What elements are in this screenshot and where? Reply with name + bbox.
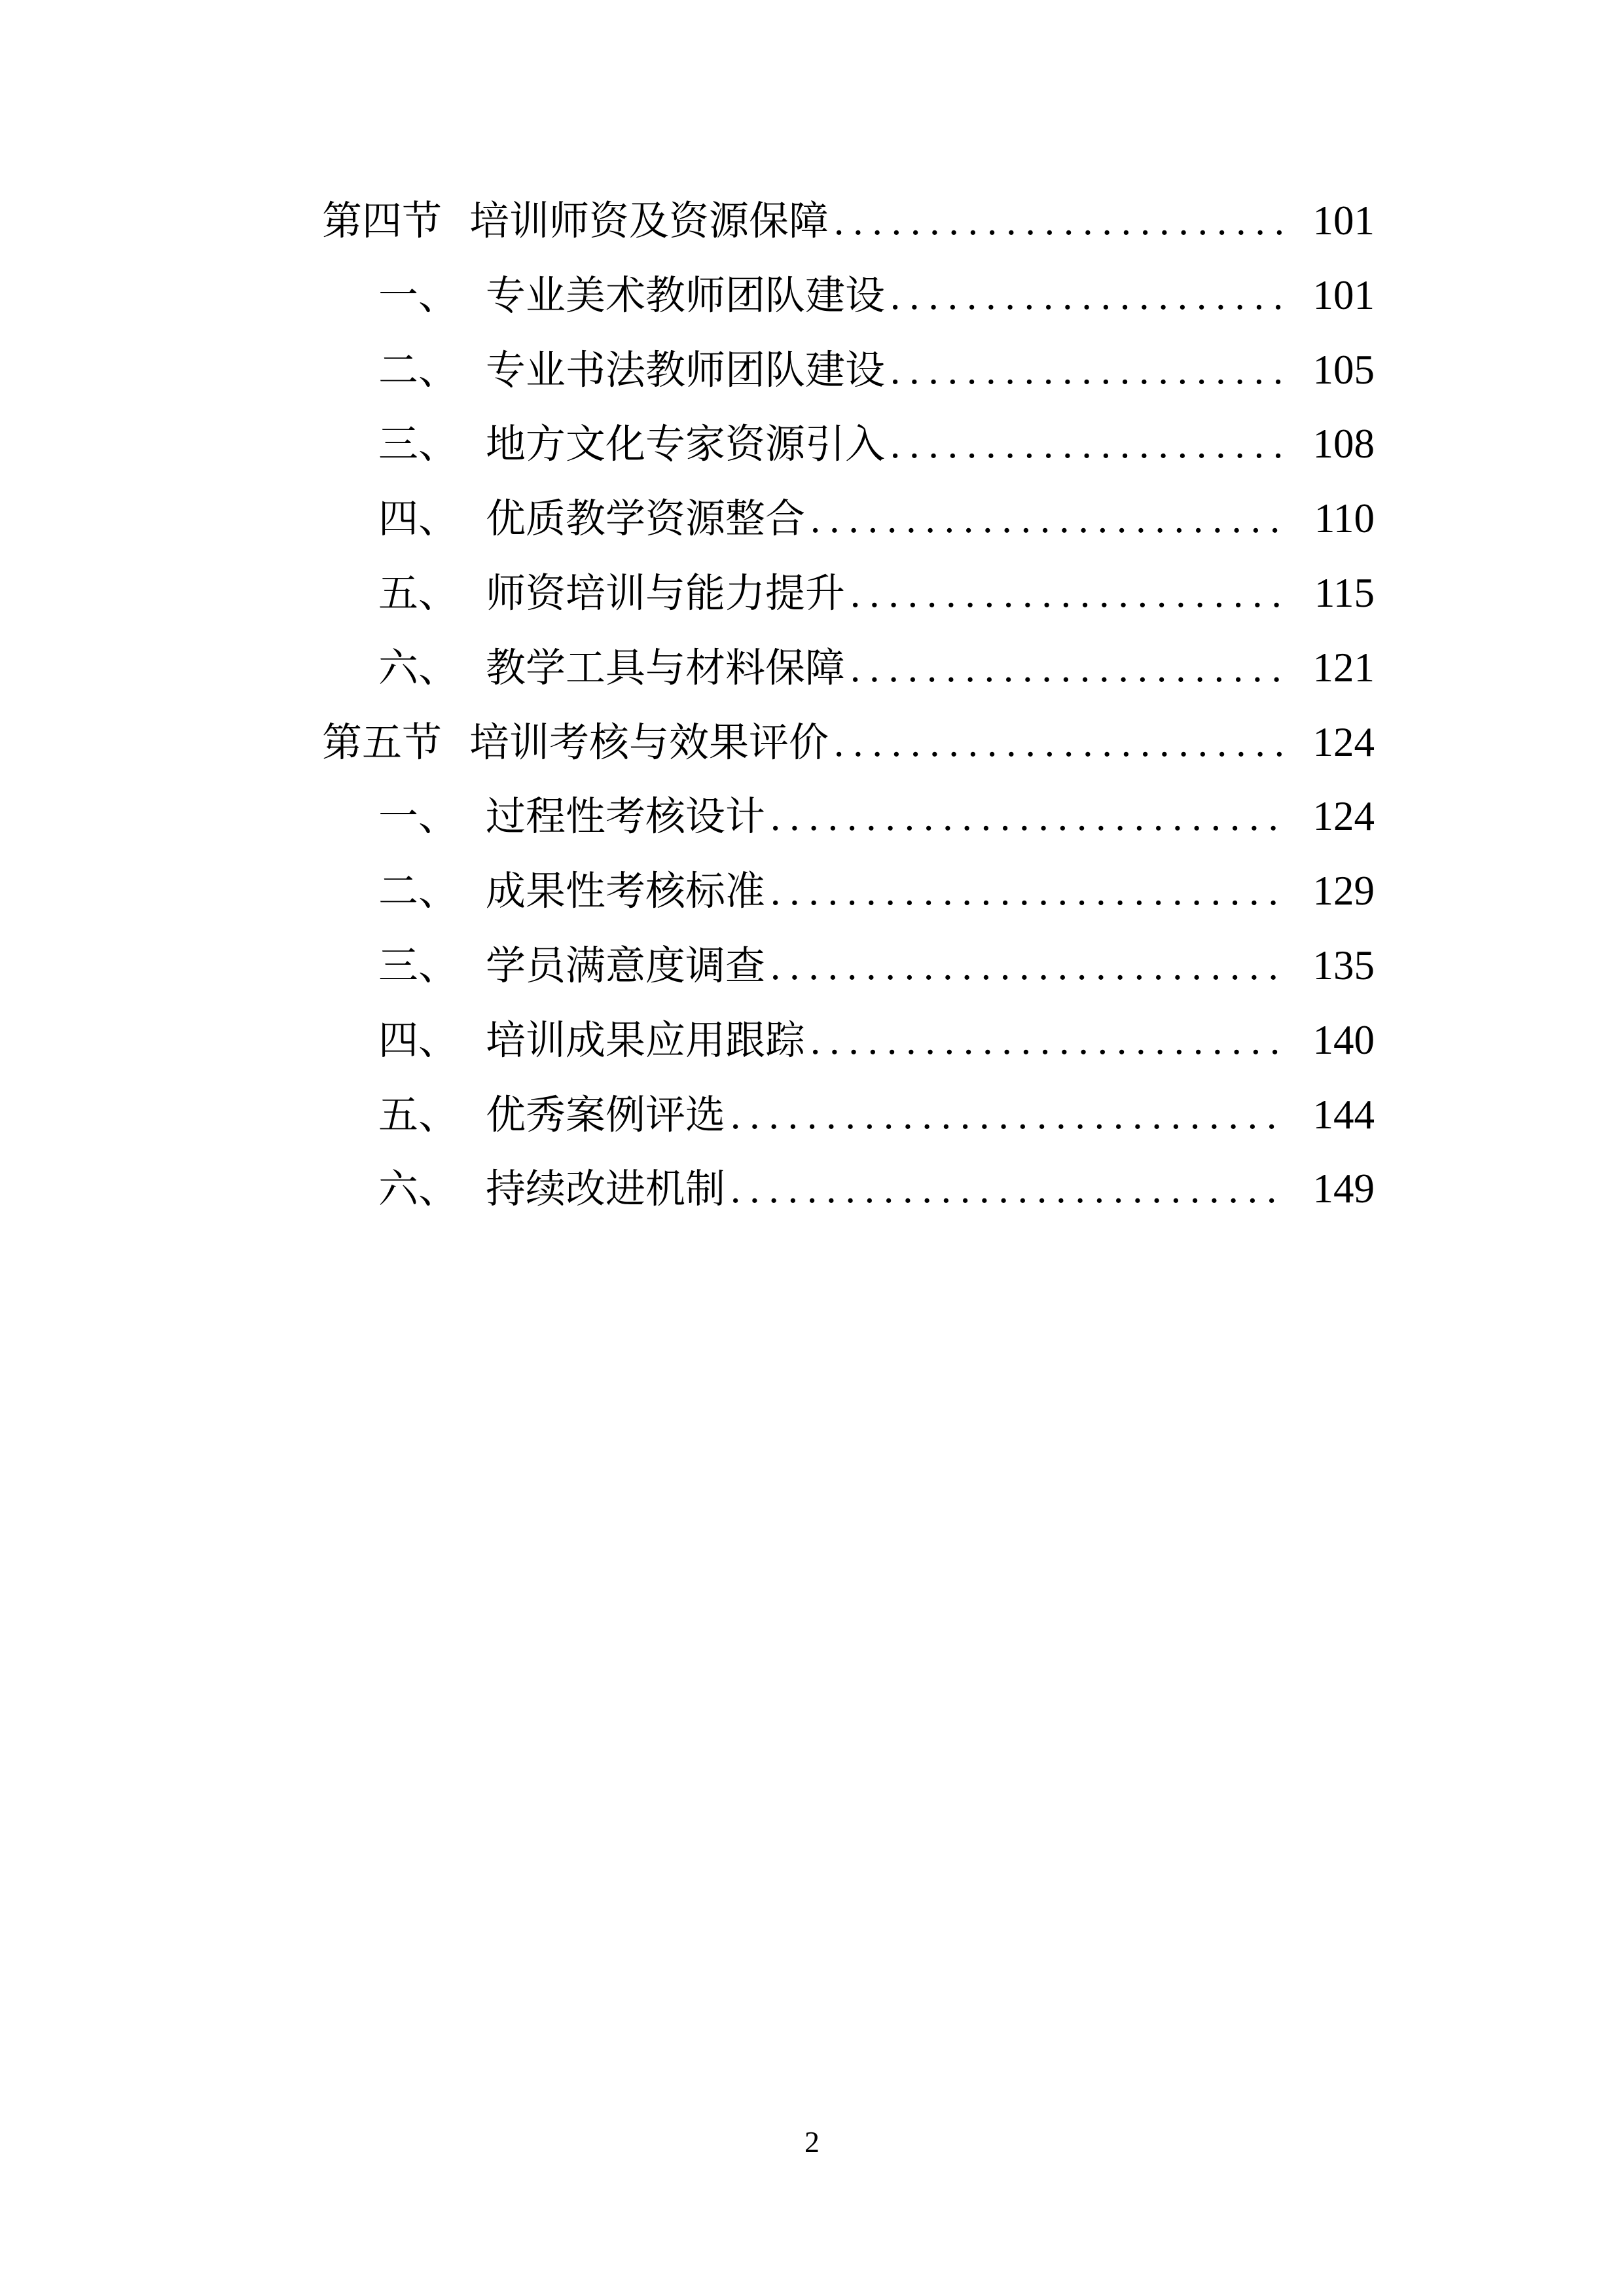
toc-entry-item[interactable] [322, 259, 1375, 333]
dot-leader [890, 334, 1285, 408]
toc-entry-section[interactable] [322, 706, 1375, 780]
toc-entry-title: 培训成果应用跟踪 [486, 1018, 806, 1063]
toc-entry-title: 过程性考核设计 [486, 795, 766, 840]
toc-entry-item[interactable] [322, 780, 1375, 854]
toc-entry-number: 三、 [378, 944, 459, 988]
toc-entry-item[interactable] [322, 1152, 1375, 1227]
toc-entry-page: 129 [1312, 868, 1375, 914]
toc-entry-item[interactable] [322, 1078, 1375, 1153]
toc-entry-item[interactable] [322, 929, 1375, 1003]
toc-entry-title: 优质教学资源整合 [486, 497, 806, 542]
toc-entry-item[interactable] [322, 333, 1375, 408]
toc-entry-title: 教学工具与材料保障 [486, 646, 846, 691]
toc-entry-page: 108 [1312, 421, 1375, 467]
toc-entry-item[interactable] [322, 556, 1375, 631]
toc-entry-page: 115 [1314, 569, 1375, 616]
toc-entry-title: 地方文化专家资源引入 [486, 423, 886, 467]
dot-leader [731, 1153, 1285, 1227]
toc-entry-number: 六、 [378, 1168, 459, 1212]
toc-entry-page: 124 [1312, 719, 1375, 765]
dot-leader [731, 1079, 1285, 1153]
toc-entry-number: 二、 [378, 870, 459, 914]
toc-entry-page: 144 [1312, 1091, 1375, 1138]
toc-entry-item[interactable] [322, 482, 1375, 556]
toc-entry-number: 四、 [378, 1018, 459, 1063]
dot-leader [770, 780, 1285, 855]
dot-leader [834, 185, 1285, 259]
toc-entry-number: 四、 [378, 497, 459, 542]
toc-entry-item[interactable] [322, 631, 1375, 706]
toc-entry-title: 持续改进机制 [486, 1168, 726, 1212]
toc-entry-page: 101 [1312, 272, 1375, 318]
toc-entry-title: 培训师资及资源保障 [469, 200, 829, 243]
toc-entry-number: 第五节 [322, 721, 442, 765]
dot-leader [810, 482, 1287, 557]
toc-entry-section[interactable] [322, 184, 1375, 259]
toc-entry-page: 135 [1312, 942, 1375, 988]
toc-entry-page: 105 [1312, 346, 1375, 393]
toc-entry-number: 二、 [378, 348, 459, 393]
toc-entry-title: 学员满意度调查 [486, 944, 766, 988]
toc-entry-page: 110 [1314, 495, 1375, 542]
page-number: 2 [804, 2125, 820, 2159]
dot-leader [810, 1004, 1285, 1079]
dot-leader [834, 706, 1285, 781]
toc-entry-item[interactable] [322, 854, 1375, 929]
dot-leader [770, 929, 1285, 1004]
dot-leader [770, 855, 1285, 929]
toc-entry-title: 专业美术教师团队建设 [486, 274, 886, 318]
toc-entry-number: 第四节 [322, 200, 442, 243]
toc-entry-page: 124 [1312, 793, 1375, 840]
page-footer [0, 2124, 1624, 2160]
toc-entry-number: 一、 [378, 274, 459, 318]
toc-entry-item[interactable] [322, 407, 1375, 482]
toc-entry-title: 优秀案例评选 [486, 1093, 726, 1138]
toc-entry-number: 五、 [378, 1093, 459, 1138]
toc-entry-page: 101 [1312, 198, 1375, 243]
toc-entry-item[interactable] [322, 1003, 1375, 1078]
toc-entry-page: 121 [1312, 644, 1375, 691]
dot-leader [850, 557, 1287, 632]
toc-entry-number: 一、 [378, 795, 459, 840]
toc-entry-page: 149 [1312, 1166, 1375, 1212]
dot-leader [850, 632, 1285, 706]
toc-entry-number: 五、 [378, 571, 459, 616]
toc-entry-title: 专业书法教师团队建设 [486, 348, 886, 393]
toc-entry-number: 三、 [378, 423, 459, 467]
dot-leader [890, 259, 1285, 334]
toc-entry-title: 成果性考核标准 [486, 870, 766, 914]
toc-entry-number: 六、 [378, 646, 459, 691]
toc-entry-page: 140 [1312, 1016, 1375, 1063]
dot-leader [890, 408, 1285, 482]
toc-entry-title: 师资培训与能力提升 [486, 571, 846, 616]
toc-entry-title: 培训考核与效果评价 [469, 721, 829, 765]
table-of-contents [322, 184, 1375, 1227]
